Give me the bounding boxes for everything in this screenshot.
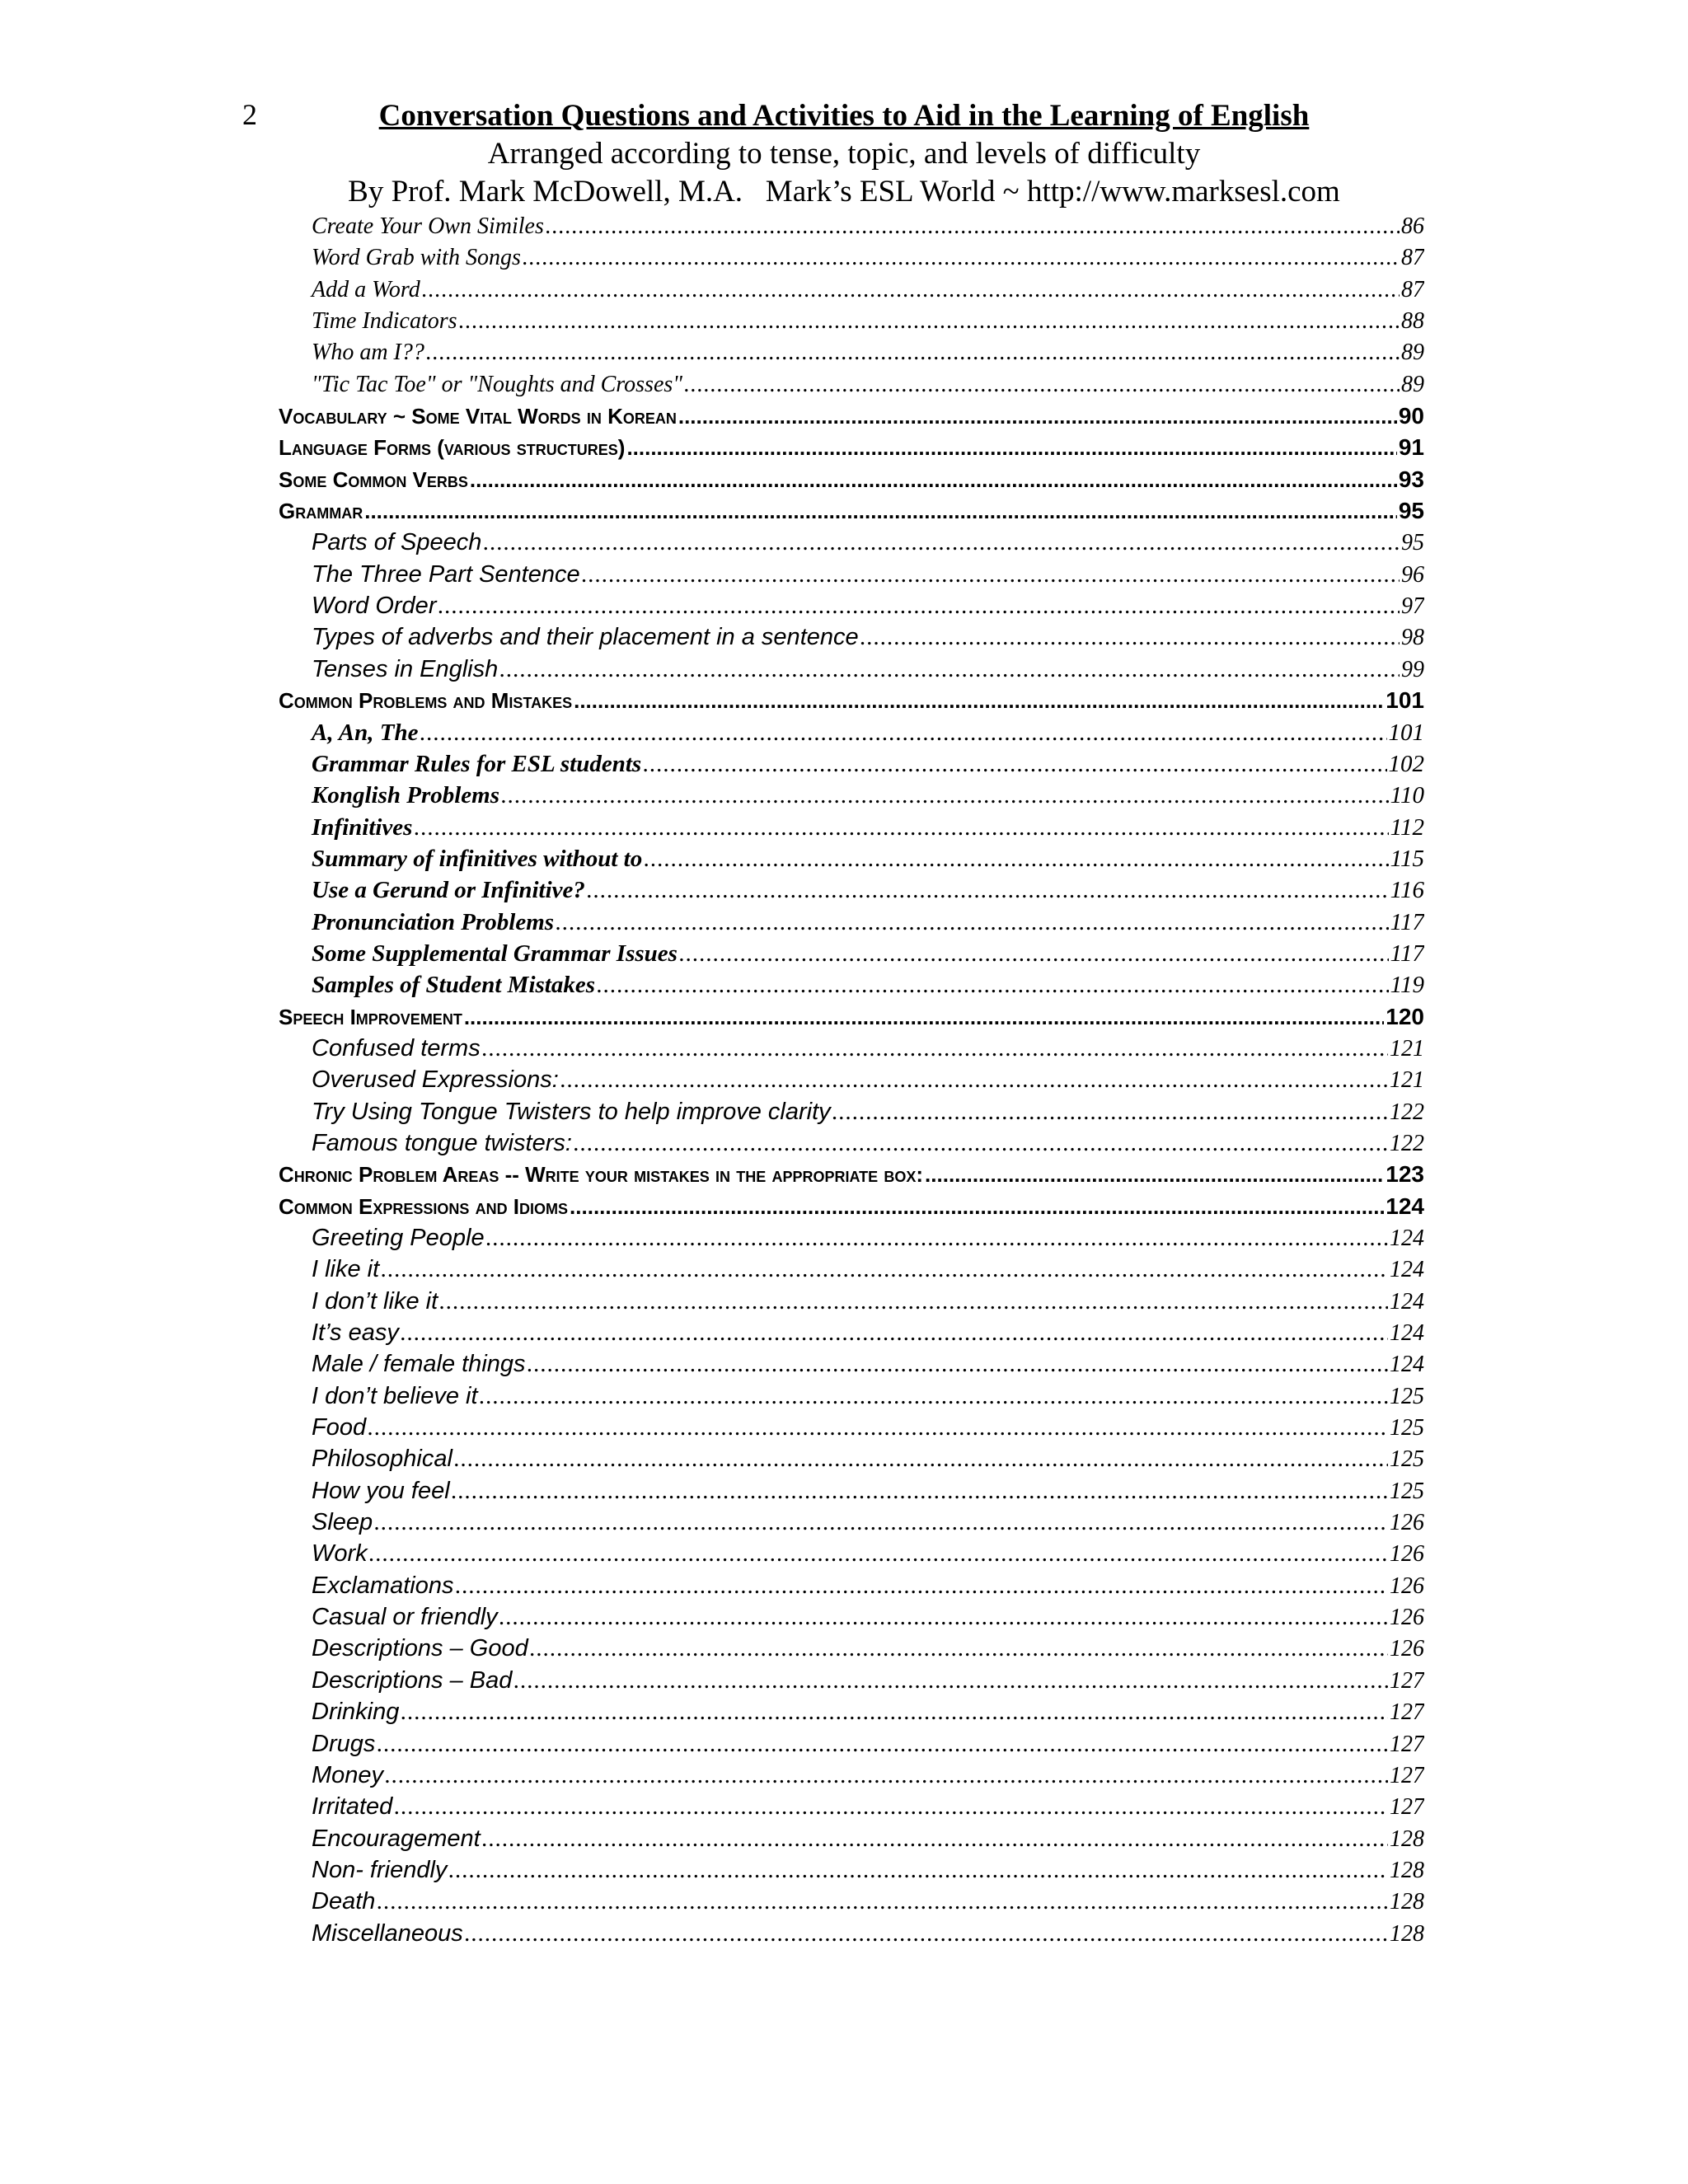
toc-entry-page-number: 119 [1390,972,1424,999]
toc-entry-label: Non- friendly [312,1856,448,1883]
toc-entry-label: Parts of Speech [312,529,482,556]
toc-entry-label: I like it [312,1256,380,1283]
toc-entry[interactable] [279,1633,1424,1664]
toc-entry-label: Speech Improvement [279,1004,462,1029]
toc-entry[interactable] [279,559,1424,590]
dot-leader [368,1412,1388,1443]
toc-entry-page-number: 128 [1390,1857,1424,1883]
dot-leader [414,812,1388,843]
toc-entry-page-number: 88 [1401,308,1424,335]
toc-entry-label: Common Expressions and Idioms [279,1193,569,1219]
toc-entry-label: Some Common Verbs [279,466,468,492]
dot-leader [644,843,1388,874]
toc-entry-page-number: 125 [1390,1478,1424,1504]
dot-leader [499,1601,1388,1633]
toc-entry-page-number: 126 [1390,1541,1424,1568]
toc-entry[interactable] [279,1254,1424,1285]
toc-entry-label: Grammar Rules for ESL students [312,750,642,777]
toc-entry[interactable] [279,1665,1424,1696]
toc-entry[interactable] [279,874,1424,906]
toc-entry-label: A, An, The [312,719,419,746]
toc-entry-page-number: 93 [1398,466,1424,492]
toc-entry-page-number: 127 [1390,1699,1424,1726]
toc-entry-label: Casual or friendly [312,1604,498,1631]
toc-entry[interactable] [279,780,1424,811]
toc-entry-label: Common Problems and Mistakes [279,688,573,714]
toc-entry-page-number: 124 [1390,1352,1424,1378]
toc-entry-page-number: 123 [1386,1161,1424,1188]
dot-leader [369,1538,1388,1569]
dot-leader [556,907,1389,938]
dot-leader [560,1064,1388,1095]
dot-leader [626,432,1396,463]
toc-entry[interactable] [279,1760,1424,1791]
dot-leader [459,306,1400,337]
toc-entry[interactable] [279,242,1424,274]
toc-entry[interactable] [279,590,1424,621]
dot-leader [455,1570,1388,1601]
toc-entry-page-number: 112 [1390,813,1424,841]
toc-entry-page-number: 125 [1390,1446,1424,1473]
toc-entry-page-number: 98 [1401,625,1424,651]
toc-entry-page-number: 126 [1390,1605,1424,1631]
toc-entry[interactable] [279,717,1424,748]
toc-entry[interactable] [279,306,1424,337]
toc-entry[interactable] [279,1886,1424,1917]
toc-entry-label: Irritated [312,1793,393,1821]
toc-entry-label: Konglish Problems [312,782,500,809]
toc-section-entry[interactable] [279,432,1424,463]
dot-leader [374,1507,1388,1538]
toc-entry-label: Confused terms [312,1034,481,1062]
dot-leader [480,1380,1388,1412]
toc-entry[interactable] [279,1475,1424,1507]
toc-entry-label: Chronic Problem Areas -- Write your mistakes in the appropriate box: [279,1162,924,1188]
dot-leader [523,242,1400,274]
document-title: Conversation Questions and Activities to Aid in the Learning of English [378,99,1310,133]
dot-leader [832,1096,1388,1127]
toc-entry-page-number: 125 [1390,1415,1424,1441]
toc-entry-page-number: 90 [1398,403,1424,429]
toc-entry-label: Infinitives [312,813,413,841]
dot-leader [486,1222,1388,1254]
dot-leader [448,1854,1388,1886]
dot-leader [381,1254,1388,1285]
toc-entry[interactable] [279,907,1424,938]
dot-leader [465,1918,1388,1949]
toc-entry-label: I don’t believe it [312,1382,478,1409]
dot-leader [420,717,1386,748]
toc-entry-page-number: 97 [1401,593,1424,620]
dot-leader [643,748,1386,780]
toc-entry-label: Encouragement [312,1825,481,1852]
dot-leader [528,1348,1388,1380]
toc-entry[interactable] [279,748,1424,780]
toc-entry-label: Who am I?? [312,340,424,366]
toc-entry[interactable] [279,654,1424,685]
toc-entry-label: Add a Word [312,276,420,302]
dot-leader [454,1443,1388,1474]
dot-leader [401,1696,1388,1727]
toc-entry-label: Work [312,1540,368,1568]
toc-entry-page-number: 124 [1386,1193,1424,1219]
toc-section-entry[interactable] [279,1001,1424,1033]
toc-entry-label: Pronunciation Problems [312,908,555,935]
dot-leader [574,1127,1388,1159]
toc-entry-label: I don’t like it [312,1287,438,1315]
dot-leader [678,401,1397,432]
toc-entry[interactable] [279,211,1424,242]
dot-leader [394,1791,1388,1822]
dot-leader [482,1033,1388,1064]
toc-entry-page-number: 120 [1386,1003,1424,1029]
toc-entry-label: How you feel [312,1477,450,1504]
toc-entry-label: Grammar [279,499,363,524]
dot-leader [499,654,1400,685]
toc-entry-label: Descriptions – Good [312,1635,528,1662]
dot-leader [546,211,1400,242]
toc-entry-page-number: 99 [1401,656,1424,682]
dot-leader [385,1760,1388,1791]
toc-entry-page-number: 110 [1390,782,1424,809]
toc-entry-page-number: 101 [1386,687,1424,714]
dot-leader [438,590,1400,621]
toc-entry[interactable] [279,1033,1424,1064]
toc-entry-page-number: 117 [1390,940,1424,967]
toc-entry[interactable] [279,1443,1424,1474]
toc-entry-label: Samples of Student Mistakes [312,972,596,999]
toc-entry-page-number: 127 [1390,1731,1424,1757]
toc-entry-label: Overused Expressions: [312,1066,559,1094]
toc-entry-page-number: 126 [1390,1636,1424,1662]
toc-entry-label: Language Forms (various structures) [279,435,626,461]
toc-entry-label: Greeting People [312,1225,485,1251]
dot-leader [401,1317,1388,1348]
toc-entry[interactable] [279,1918,1424,1949]
toc-entry-label: Some Supplemental Grammar Issues [312,940,678,967]
toc-entry[interactable] [279,812,1424,843]
toc-section-entry[interactable] [279,685,1424,716]
dot-leader [439,1286,1388,1317]
dot-leader [570,1191,1384,1222]
toc-entry-page-number: 128 [1390,1889,1424,1915]
toc-entry-page-number: 95 [1398,498,1424,524]
toc-entry-label: Exclamations [312,1572,454,1599]
toc-entry[interactable] [279,1348,1424,1380]
toc-entry-label: Word Grab with Songs [312,245,521,271]
toc-entry-page-number: 126 [1390,1510,1424,1536]
toc-entry[interactable] [279,969,1424,1001]
toc-entry-label: Word Order [312,593,437,620]
toc-entry[interactable] [279,1064,1424,1095]
toc-entry-page-number: 96 [1401,561,1424,588]
toc-entry-label: Use a Gerund or Infinitive? [312,877,585,904]
toc-entry-page-number: 95 [1401,530,1424,556]
toc-entry-label: Miscellaneous [312,1919,463,1947]
toc-entry[interactable] [279,1412,1424,1443]
dot-leader [860,621,1400,653]
toc-section-entry[interactable] [279,495,1424,527]
toc-entry-label: Try Using Tongue Twisters to help improve clarity [312,1098,831,1125]
toc-entry[interactable] [279,1127,1424,1159]
toc-entry-label: Vocabulary ~ Some Vital Words in Korean [279,404,677,429]
document-subtitle: Arranged according to tense, topic, and levels of difficulty [487,137,1201,171]
toc-entry[interactable] [279,527,1424,558]
dot-leader [925,1159,1384,1190]
toc-entry[interactable] [279,1696,1424,1727]
toc-entry-page-number: 122 [1390,1130,1424,1156]
toc-entry-label: It’s easy [312,1319,399,1347]
toc-entry-page-number: 89 [1401,371,1424,397]
dot-leader [364,495,1397,527]
toc-entry-page-number: 127 [1390,1762,1424,1788]
toc-entry[interactable] [279,1286,1424,1317]
toc-entry-label: Time Indicators [312,308,457,335]
dot-leader [482,1823,1388,1854]
toc-entry-page-number: 86 [1401,213,1424,239]
toc-entry-label: Drugs [312,1730,376,1757]
toc-entry-page-number: 87 [1401,245,1424,271]
toc-entry-page-number: 91 [1398,434,1424,461]
toc-entry-label: Sleep [312,1509,373,1536]
toc-entry-label: Summary of infinitives without to [312,845,643,872]
toc-section-entry[interactable] [279,1159,1424,1190]
toc-entry-label: Tenses in English [312,655,499,682]
toc-entry-page-number: 128 [1390,1825,1424,1852]
toc-entry-label: Create Your Own Similes [312,213,544,239]
dot-leader [470,464,1397,495]
toc-entry-label: "Tic Tac Toe" or "Noughts and Crosses" [312,371,683,397]
toc-entry-page-number: 126 [1390,1572,1424,1599]
toc-entry[interactable] [279,1823,1424,1854]
toc-entry[interactable] [279,843,1424,874]
toc-entry[interactable] [279,1222,1424,1254]
toc-entry-page-number: 125 [1390,1383,1424,1409]
toc-entry-page-number: 124 [1390,1320,1424,1347]
dot-leader [679,938,1389,969]
toc-entry-label: Types of adverbs and their placement in a sentence [312,624,859,651]
toc-entry[interactable] [279,1570,1424,1601]
toc-entry-page-number: 87 [1401,276,1424,302]
toc-entry[interactable] [279,274,1424,306]
document-header [0,97,1688,211]
dot-leader [452,1475,1388,1507]
toc-entry[interactable] [279,337,1424,368]
toc-entry[interactable] [279,1538,1424,1569]
toc-entry-label: Philosophical [312,1446,452,1473]
toc-entry[interactable] [279,1601,1424,1633]
table-of-contents [279,211,1424,1949]
dot-leader [597,969,1389,1001]
dot-leader [426,337,1400,368]
dot-leader [422,274,1400,306]
page-number: 2 [242,98,257,131]
toc-entry-label: Famous tongue twisters: [312,1129,572,1156]
toc-entry-page-number: 117 [1390,908,1424,935]
toc-entry[interactable] [279,1791,1424,1822]
toc-entry-label: Male / female things [312,1351,526,1378]
toc-entry-page-number: 121 [1390,1067,1424,1094]
toc-section-entry[interactable] [279,1191,1424,1222]
toc-entry[interactable] [279,1728,1424,1760]
toc-entry-page-number: 102 [1388,750,1424,777]
toc-entry-page-number: 116 [1390,877,1424,904]
dot-leader [501,780,1389,811]
toc-entry-page-number: 101 [1388,719,1424,746]
dot-leader [377,1886,1388,1917]
dot-leader [587,874,1389,906]
dot-leader [530,1633,1388,1664]
toc-entry-page-number: 122 [1390,1099,1424,1125]
dot-leader [464,1001,1384,1033]
toc-entry[interactable] [279,1317,1424,1348]
dot-leader [377,1728,1388,1760]
toc-entry-label: The Three Part Sentence [312,560,580,588]
toc-section-entry[interactable] [279,401,1424,432]
toc-entry-label: Drinking [312,1699,400,1726]
toc-entry[interactable] [279,1507,1424,1538]
toc-entry[interactable] [279,1380,1424,1412]
toc-section-entry[interactable] [279,464,1424,495]
toc-entry-label: Descriptions – Bad [312,1666,513,1694]
toc-entry-page-number: 127 [1390,1794,1424,1821]
toc-entry[interactable] [279,369,1424,401]
toc-entry[interactable] [279,938,1424,969]
toc-entry-page-number: 128 [1390,1920,1424,1947]
toc-entry-label: Death [312,1888,376,1915]
dot-leader [582,559,1400,590]
toc-entry-page-number: 124 [1390,1257,1424,1283]
toc-entry-page-number: 121 [1390,1035,1424,1062]
dot-leader [513,1665,1388,1696]
toc-entry-label: Money [312,1761,384,1788]
dot-leader [684,369,1400,401]
dot-leader [483,527,1400,558]
toc-entry-label: Food [312,1414,367,1441]
toc-entry-page-number: 115 [1390,845,1424,872]
toc-entry-page-number: 124 [1390,1226,1424,1251]
toc-entry[interactable] [279,1096,1424,1127]
toc-entry[interactable] [279,621,1424,653]
toc-entry-page-number: 89 [1401,340,1424,366]
dot-leader [574,685,1384,716]
toc-entry-page-number: 124 [1390,1288,1424,1315]
toc-entry[interactable] [279,1854,1424,1886]
document-byline: By Prof. Mark McDowell, M.A. Mark’s ESL World ~ http://www.marksesl.com [348,175,1340,209]
toc-entry-page-number: 127 [1390,1667,1424,1694]
